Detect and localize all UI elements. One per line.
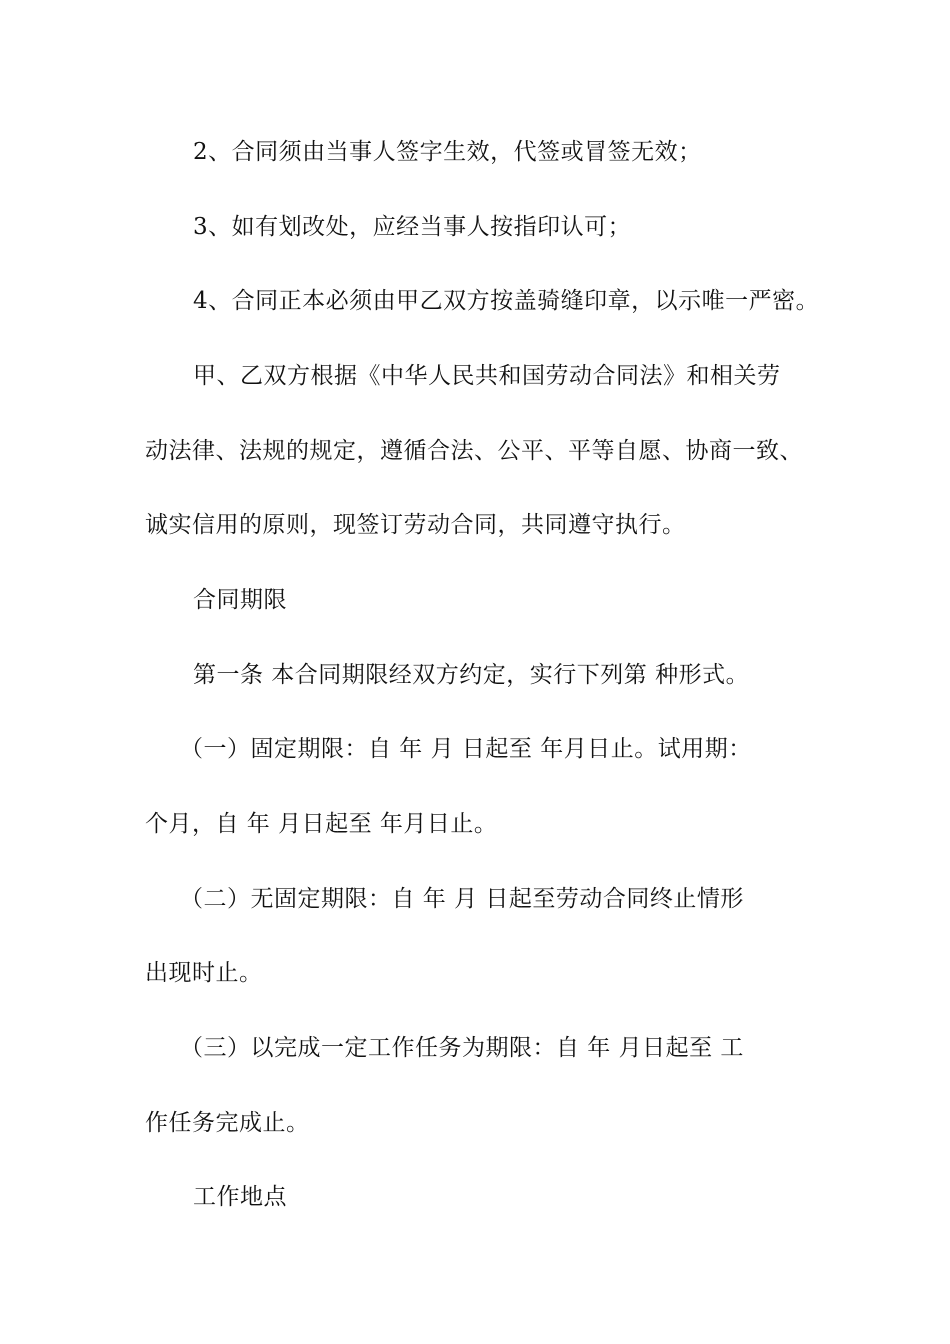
- term-open-line-1: （二）无固定期限：自 年 月 日起至劳动合同终止情形: [180, 886, 744, 912]
- clause-2: 2、合同须由当事人签字生效，代签或冒签无效；: [193, 139, 702, 165]
- clause-4: 4、合同正本必须由甲乙双方按盖骑缝印章，以示唯一严密。: [193, 288, 820, 314]
- term-open-line-2: 出现时止。: [145, 960, 263, 986]
- term-task-line-2: 作任务完成止。: [145, 1110, 310, 1136]
- preamble-line-3: 诚实信用的原则，现签订劳动合同，共同遵守执行。: [145, 512, 686, 538]
- term-fixed-line-1: （一）固定期限：自 年 月 日起至 年月日止。试用期：: [180, 736, 752, 762]
- term-task-line-1: （三）以完成一定工作任务为期限：自 年 月日起至 工: [180, 1035, 744, 1061]
- section-heading-contract-term: 合同期限: [193, 587, 287, 613]
- preamble-line-1: 甲、乙双方根据《中华人民共和国劳动合同法》和相关劳: [193, 363, 781, 389]
- term-fixed-line-2: 个月，自 年 月日起至 年月日止。: [145, 811, 498, 837]
- section-heading-work-location: 工作地点: [193, 1184, 287, 1210]
- article-1: 第一条 本合同期限经双方约定，实行下列第 种形式。: [193, 662, 750, 688]
- preamble-line-2: 动法律、法规的规定，遵循合法、公平、平等自愿、协商一致、: [145, 438, 803, 464]
- clause-3: 3、如有划改处，应经当事人按指印认可；: [193, 214, 632, 240]
